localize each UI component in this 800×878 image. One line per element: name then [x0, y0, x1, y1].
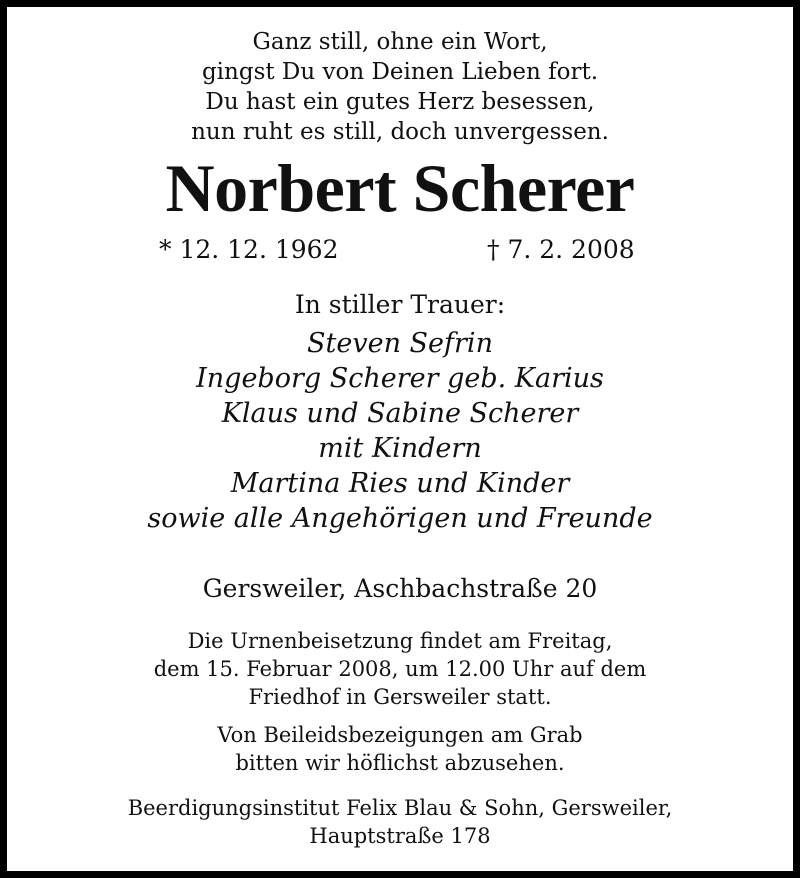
- mourner-line: Ingeborg Scherer geb. Karius: [196, 363, 604, 394]
- life-dates: [7, 233, 793, 267]
- mourner-line: mit Kindern: [318, 433, 482, 464]
- verse-line: gingst Du von Deinen Lieben fort.: [201, 59, 599, 85]
- family-address: Gersweiler, Aschbachstraße 20: [202, 574, 598, 603]
- mourner-line: Steven Sefrin: [307, 328, 493, 359]
- undertaker-line: Hauptstraße 178: [309, 824, 491, 848]
- funeral-notice-line: dem 15. Februar 2008, um 12.00 Uhr auf dem: [153, 657, 647, 681]
- deceased-name: Norbert Scherer: [165, 150, 635, 226]
- funeral-notice-line: Friedhof in Gersweiler statt.: [248, 685, 552, 709]
- mourner-line: Martina Ries und Kinder: [230, 468, 570, 499]
- mourner-line: Klaus und Sabine Scherer: [221, 398, 579, 429]
- condolence-notice-line: Von Beileidsbezeigungen am Grab: [217, 723, 583, 747]
- birth-date: * 12. 12. 1962: [159, 235, 339, 264]
- verse-line: nun ruht es still, doch unvergessen.: [191, 119, 609, 145]
- undertaker-line: Beerdigungsinstitut Felix Blau & Sohn, Gersweiler,: [127, 796, 673, 820]
- verse-line: Du hast ein gutes Herz besessen,: [205, 89, 595, 115]
- condolence-notice-line: bitten wir höflichst abzusehen.: [235, 751, 565, 775]
- verse-line: Ganz still, ohne ein Wort,: [252, 29, 548, 55]
- death-date: † 7. 2. 2008: [487, 235, 635, 264]
- funeral-notice-line: Die Urnenbeisetzung findet am Freitag,: [187, 629, 613, 653]
- mourner-line: sowie alle Angehörigen und Freunde: [147, 503, 653, 534]
- mourning-heading: In stiller Trauer:: [294, 290, 506, 319]
